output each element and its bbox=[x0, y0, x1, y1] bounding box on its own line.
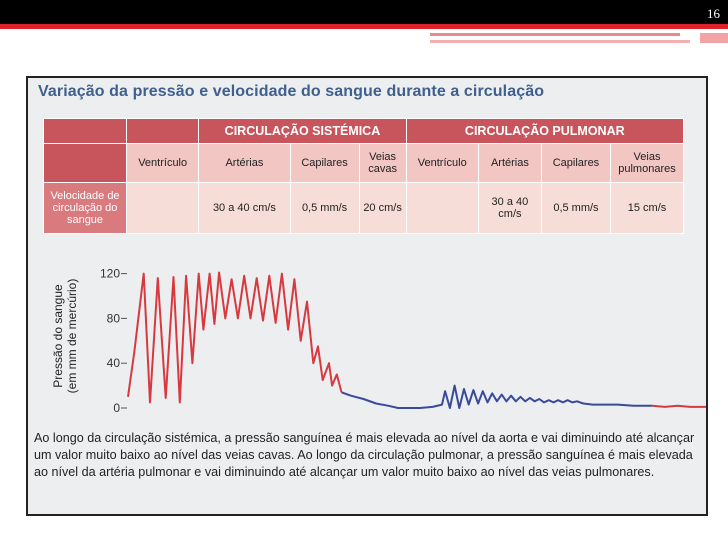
slide-top-bar bbox=[0, 0, 728, 24]
pressure-series-line-2 bbox=[652, 406, 706, 407]
column-header: Ventrículo bbox=[406, 144, 478, 183]
table-cell: 0,5 mm/s bbox=[290, 183, 359, 234]
column-header: Ventrículo bbox=[127, 144, 199, 183]
table-cell: 30 a 40 cm/s bbox=[478, 183, 541, 234]
y-tick-label: 80 bbox=[106, 311, 120, 326]
table-spacer bbox=[127, 119, 199, 144]
slide-number: 16 bbox=[707, 6, 720, 21]
pressure-series-line-0 bbox=[128, 273, 342, 403]
row-label-velocity: Velocidade de circulação do sangue bbox=[44, 183, 127, 234]
y-tick-label: 40 bbox=[106, 356, 120, 371]
speed-table bbox=[43, 118, 684, 234]
table-cell: 30 a 40 cm/s bbox=[199, 183, 290, 234]
y-axis-label-units: (em mm de mercúrio) bbox=[65, 278, 79, 394]
decorative-pink-block bbox=[700, 33, 728, 43]
table-cell: 0,5 mm/s bbox=[541, 183, 610, 234]
y-tick-label: 120 bbox=[99, 266, 120, 281]
decorative-red-stripe bbox=[0, 24, 728, 29]
table-cell: 20 cm/s bbox=[359, 183, 406, 234]
pressure-series-line-1 bbox=[342, 386, 653, 408]
figure-title: Variação da pressão e velocidade do sangue durante a circulação bbox=[38, 83, 545, 100]
table-cell bbox=[127, 183, 199, 234]
table-cell bbox=[406, 183, 478, 234]
decorative-pink-stripe bbox=[430, 33, 680, 36]
y-tick-label: 0 bbox=[113, 401, 120, 415]
figure-caption: Ao longo da circulação sistémica, a pressão sanguínea é mais elevada ao nível da aorta e vai diminuindo até alcançar um valor muito baixo ao nível das veias cavas. Ao longo da circulação pulmonar, a pressão sanguínea é mais elevada ao nível da artéria pulmonar e vai diminuindo até alcançar um valor muito baixo ao nível das veias pulmonares. bbox=[34, 431, 695, 479]
column-header: Capilares bbox=[541, 144, 610, 183]
column-header: Artérias bbox=[478, 144, 541, 183]
column-header: Capilares bbox=[290, 144, 359, 183]
y-axis-label: Pressão do sangue bbox=[51, 284, 65, 388]
pressure-chart bbox=[28, 250, 706, 422]
decorative-pink-stripe-2 bbox=[430, 40, 690, 43]
column-header: Veias pulmonares bbox=[611, 144, 684, 183]
column-header: Veias cavas bbox=[359, 144, 406, 183]
table-corner-2 bbox=[44, 144, 127, 183]
table-cell: 15 cm/s bbox=[611, 183, 684, 234]
header-systemic: CIRCULAÇÃO SISTÉMICA bbox=[199, 119, 406, 144]
textbook-figure bbox=[26, 76, 708, 516]
header-pulmonary: CIRCULAÇÃO PULMONAR bbox=[406, 119, 683, 144]
table-corner bbox=[44, 119, 127, 144]
column-header: Artérias bbox=[199, 144, 290, 183]
